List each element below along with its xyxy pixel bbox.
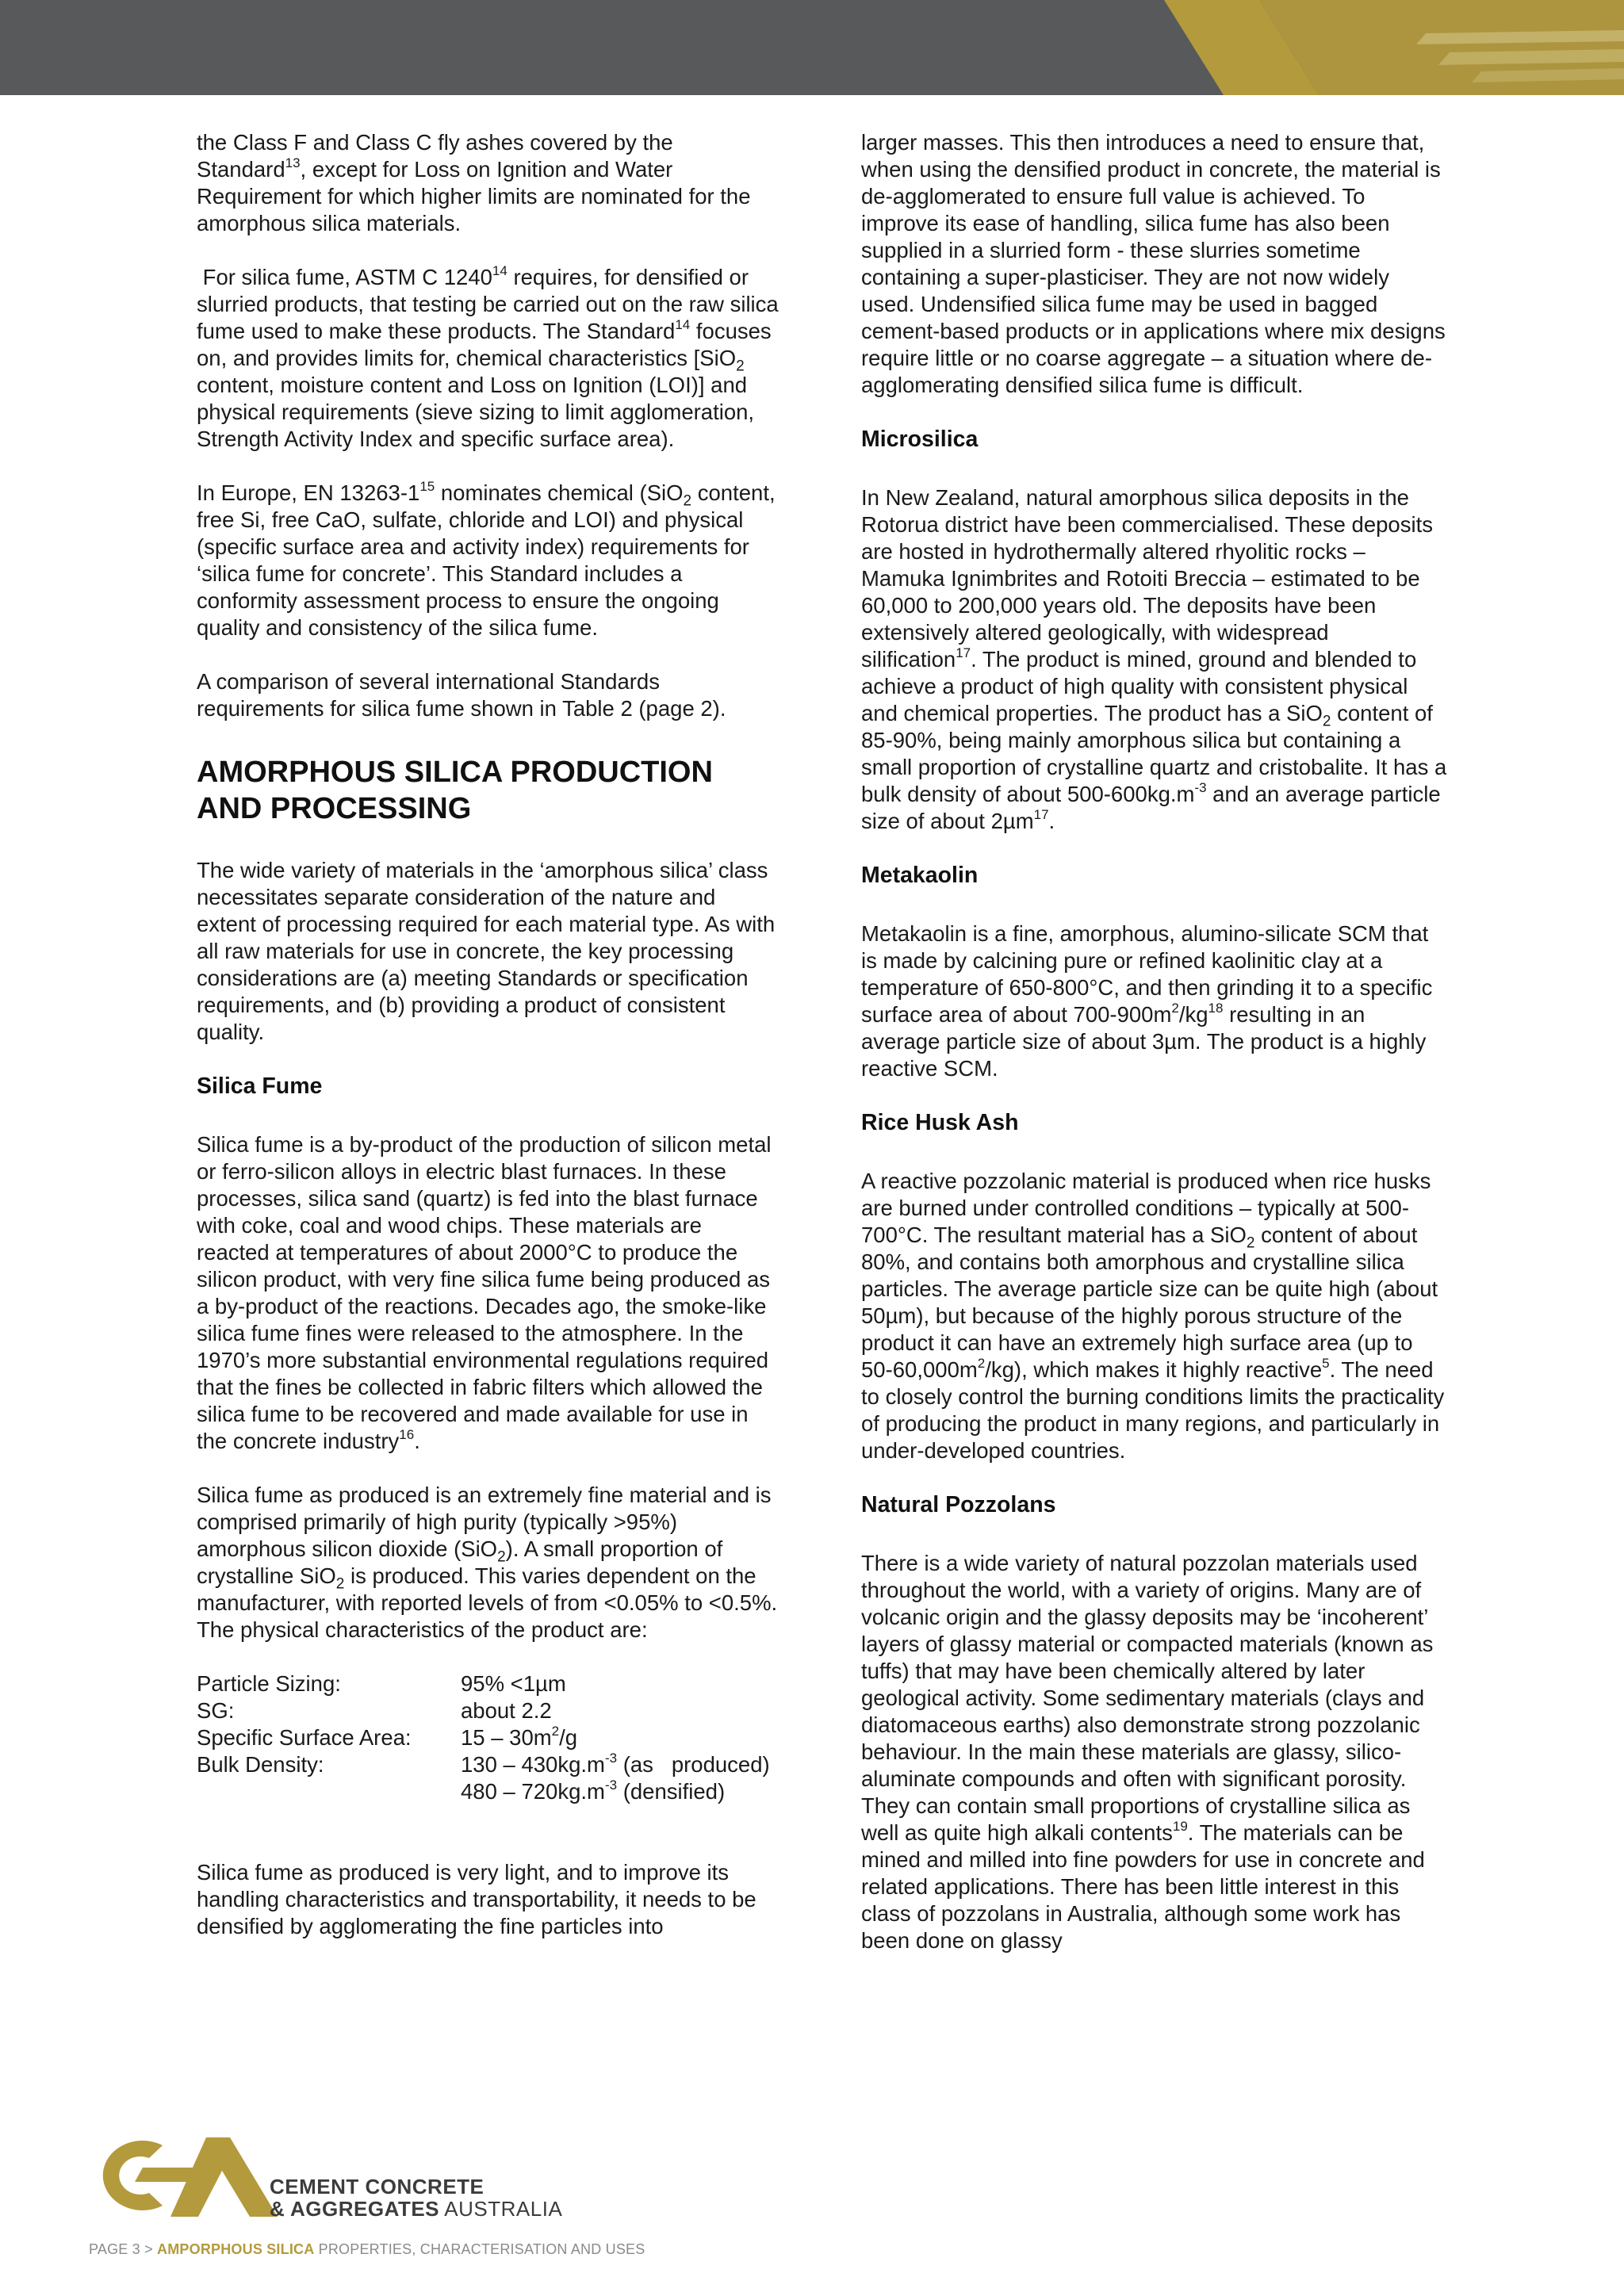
paragraph: In New Zealand, natural amorphous silica deposits in the Rotorua district have been commercialised. These deposits are hosted in hydrothermally altered rhyolitic rocks – Mamuka Ignimbrites and Rotoiti Breccia – estimated to be 60,000 to 200,000 years old. The deposits have been extensively altered geologically, with widespread silification$^{17}$. The product is mined, ground and blended to achieve a product of high quality with consistent physical and chemical properties. The product has a SiO$_2$ content of 85-90%, being mainly amorphous silica but containing a small proportion of crystalline quartz and cristobalite. It has a bulk density of about $500-600kg.m^{-3}$ and an average particle size of about 2µm$^{17}$. [861, 485, 1447, 833]
paragraph: A reactive pozzolanic material is produced when rice husks are burned under controlled conditions – typically at 500-700°C. The resultant material has a SiO$_2$ content of about 80%, and contains both amorphous and crystalline silica particles. The average particle size can be quite high (about 50µm), but because of the highly porous structure of the product it can have an extremely high surface area (up to $50-60,000m^2/kg$), which makes it highly reactive$^5$. The need to closely control the burning conditions limits the practicality of producing the product in many regions, and particularly in under-developed countries. [861, 1169, 1445, 1463]
table-row: Specific Surface Area: $15 - 30m^2/g$ [197, 1723, 578, 1750]
subsection-heading-natural-pozzolans: Natural Pozzolans [861, 1492, 1056, 1517]
paragraph: There is a wide variety of natural pozzolan materials used throughout the world, with a variety of origins. Many are of volcanic origin and the glassy deposits may be ‘incoherent’ layers of glassy material or compacted materials (known as tuffs) that may have been chemically altered by later geological activity. Some sedimentary materials (clays and diatomaceous earths) also demonstrate strong pozzolanic behaviour. In the main these materials are glassy, silico-aluminate compounds and often with significant porosity. They can contain small proportions of crystalline silica as well as quite high alkali contents$^{19}$. The materials can be mined and milled into fine powders for use in concrete and related applications. There has been little interest in this class of pozzolans in Australia, although some work has been done on glassy [861, 1551, 1434, 1953]
page-footer: PAGE 3 > AMPORPHOUS SILICA PROPERTIES, CHARACTERISATION AND USES [89, 2241, 645, 2257]
paragraph: Silica fume as produced is very light, and to improve its handling characteristics and transportability, it needs to be densified by agglomerating the fine particles into [197, 1860, 756, 1938]
brand-name: CEMENT CONCRETE & AGGREGATES AUSTRALIA [270, 2175, 563, 2221]
table-row: SG: about 2.2 [197, 1698, 552, 1723]
paragraph: Metakaolin is a fine, amorphous, alumino-silicate SCM that is made by calcining pure or refined kaolinitic clay at a temperature of 650-800°C, and then grinding it to a specific surface area of about $700-900m^2/kg^{18}$ resulting in an average particle size of about 3µm. The product is a highly reactive SCM. [861, 921, 1433, 1081]
paragraph: In Europe, EN $13263-1^{15}$ nominates chemical (SiO$_2$ content, free Si, free CaO, sulfate, chloride and LOI) and physical (specific surface area and activity index) requirements for ‘silica fume for concrete’. This Standard includes a conformity assessment process to ensure the ongoing quality and consistency of the silica fume. [197, 478, 776, 640]
table-row: $480 - 720kg.m^{-3}$ (densified) [461, 1777, 726, 1804]
paragraph: The wide variety of materials in the ‘amorphous silica’ class necessitates separate consideration of the nature and extent of processing required for each material type. As with all raw materials for use in concrete, the key processing considerations are (a) meeting Standards or specification requirements, and (b) providing a product of consistent quality. [197, 858, 776, 1044]
subsection-heading-rice-husk-ash: Rice Husk Ash [861, 1110, 1019, 1135]
table-row: Bulk Density: $130 - 430kg.m^{-3}$ (as produced) [197, 1750, 770, 1777]
subsection-heading-silica-fume: Silica Fume [197, 1073, 323, 1099]
subsection-heading-microsilica: Microsilica [861, 427, 979, 452]
paragraph: Silica fume is a by-product of the production of silicon metal or ferro-silicon alloys in electric blast furnaces. In these processes, silica sand (quartz) is fed into the blast furnace with coke, coal and wood chips. These materials are reacted at temperatures of about 2000°C to produce the silicon product, with very fine silica fume being produced as a by-product of the reactions. Decades ago, the smoke-like silica fume fines were released to the atmosphere. In the 1970’s more substantial environmental regulations required that the fines be collected in fabric filters which allowed the silica fume to be recovered and made available for use in the concrete industry$^{16}$. [197, 1132, 772, 1453]
ccaa-logo-icon [87, 2131, 278, 2220]
paragraph: A comparison of several international Standards requirements for silica fume shown in Table 2 (page 2). [197, 669, 726, 721]
physical-characteristics-table [197, 1670, 770, 1805]
subsection-heading-metakaolin: Metakaolin [861, 863, 979, 888]
paragraph: Silica fume as produced is an extremely fine material and is comprised primarily of high purity (typically >95%) amorphous silicon dioxide (SiO$_2$). A small proportion of crystalline SiO$_2$ is produced. This varies dependent on the manufacturer, with reported levels of from <0.05% to <0.5%. The physical characteristics of the product are: [197, 1483, 778, 1642]
right-column [861, 129, 1448, 1981]
left-column [197, 129, 779, 1967]
paragraph: the Class F and Class C fly ashes covered by the Standard$^{13}$, except for Loss on Ignition and Water Requirement for which higher limits are nominated for the amorphous silica materials. [197, 130, 751, 235]
header-gold-stripes-decoration [1164, 0, 1624, 95]
paragraph: larger masses. This then introduces a need to ensure that, when using the densified product in concrete, the material is de-agglomerated to ensure full value is achieved. To improve its ease of handling, silica fume has also been supplied in a slurried form - these slurries sometime containing a super-plasticiser. They are not now widely used. Undensified silica fume may be used in bagged cement-based products or in applications where mix designs require little or no coarse aggregate – a situation where de-agglomerating densified silica fume is difficult. [861, 130, 1446, 397]
paragraph: For silica fume, ASTM C 1240$^{14}$ requires, for densified or slurried products, that testing be carried out on the raw silica fume used to make these products. The Standard$^{14}$ focuses on, and provides limits for, chemical characteristics [SiO$_2$ content, moisture content and Loss on Ignition (LOI)] and physical requirements (sieve sizing to limit agglomeration, Strength Activity Index and specific surface area). [197, 262, 779, 451]
section-heading: AMORPHOUS SILICA PRODUCTION AND PROCESSING [197, 756, 713, 825]
table-row: Particle Sizing: 95% <1µm [197, 1671, 566, 1696]
